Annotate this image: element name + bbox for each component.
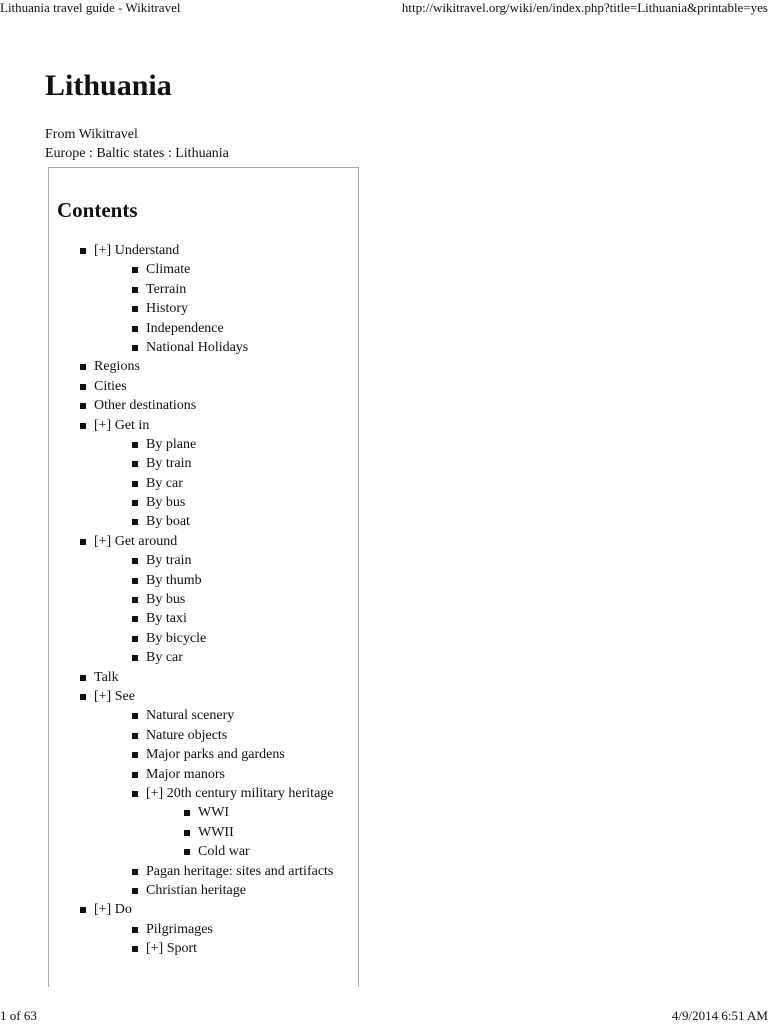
toc-item — [132, 881, 334, 900]
toc-link[interactable]: Nature objects — [146, 727, 228, 743]
bullet-icon — [184, 810, 190, 816]
toc-item — [80, 357, 334, 376]
bullet-icon — [132, 655, 138, 661]
toc-link[interactable]: Major manors — [146, 766, 225, 782]
toc-item — [132, 765, 334, 784]
toc-item — [184, 823, 334, 842]
print-footer-timestamp: 4/9/2014 6:51 AM — [671, 1008, 768, 1023]
toc-item — [80, 532, 334, 668]
toc-sublist — [94, 435, 334, 532]
toc-item — [132, 571, 334, 590]
toc-link[interactable]: [+] See — [94, 688, 135, 704]
toc-link[interactable]: Talk — [94, 669, 119, 685]
toc-item — [132, 920, 334, 939]
toc-link[interactable]: National Holidays — [146, 339, 249, 355]
toc-item — [132, 609, 334, 628]
toc-title: Contents — [57, 198, 138, 222]
toc-item — [132, 939, 334, 958]
toc-item — [132, 706, 334, 725]
bullet-icon — [132, 752, 138, 758]
toc-item — [132, 512, 334, 531]
toc-link[interactable]: WWII — [198, 824, 234, 840]
bullet-icon — [80, 694, 86, 700]
toc-link[interactable]: [+] Understand — [94, 243, 180, 258]
toc-item — [80, 377, 334, 396]
bullet-icon — [184, 849, 190, 855]
toc-item — [132, 862, 334, 881]
bullet-icon — [132, 558, 138, 564]
bullet-icon — [132, 888, 138, 894]
toc-list — [80, 241, 334, 958]
toc-link[interactable]: By thumb — [146, 572, 202, 588]
toc-item — [132, 745, 334, 764]
toc-item — [132, 280, 334, 299]
toc-item — [132, 493, 334, 512]
bullet-icon — [132, 869, 138, 875]
toc-item — [132, 726, 334, 745]
toc-link[interactable]: By car — [146, 475, 183, 491]
bullet-icon — [132, 306, 138, 312]
toc-link[interactable]: By plane — [146, 436, 197, 452]
bullet-icon — [80, 907, 86, 913]
bullet-icon — [80, 675, 86, 681]
bullet-icon — [184, 830, 190, 836]
bullet-icon — [132, 326, 138, 332]
bullet-icon — [132, 616, 138, 622]
bullet-icon — [80, 384, 86, 390]
toc-link[interactable]: Other destinations — [94, 398, 197, 414]
toc-link[interactable]: Terrain — [146, 281, 187, 297]
toc-link[interactable]: [+] Sport — [146, 941, 198, 957]
bullet-icon — [132, 442, 138, 448]
toc-link[interactable]: By taxi — [146, 611, 187, 627]
toc-item — [80, 396, 334, 415]
toc-item — [132, 590, 334, 609]
bullet-icon — [132, 713, 138, 719]
toc-item — [132, 551, 334, 570]
bullet-icon — [80, 539, 86, 545]
toc-link[interactable]: Climate — [146, 262, 191, 278]
toc-item — [132, 454, 334, 473]
toc-item — [132, 319, 334, 338]
toc-link[interactable]: By boat — [146, 514, 190, 530]
toc-item — [184, 803, 334, 822]
toc-sublist — [94, 706, 334, 900]
toc-link[interactable]: Natural scenery — [146, 708, 235, 724]
bullet-icon — [132, 461, 138, 467]
bullet-icon — [132, 946, 138, 952]
toc-item — [132, 299, 334, 318]
bullet-icon — [80, 248, 86, 254]
table-of-contents — [48, 167, 359, 987]
toc-item — [132, 784, 334, 862]
bullet-icon — [132, 927, 138, 933]
toc-link[interactable]: [+] Get in — [94, 417, 150, 433]
toc-link[interactable]: By car — [146, 650, 183, 666]
toc-sublist — [146, 803, 334, 861]
toc-link[interactable]: Christian heritage — [146, 882, 246, 898]
toc-link[interactable]: Pilgrimages — [146, 921, 213, 937]
bullet-icon — [132, 597, 138, 603]
bullet-icon — [132, 345, 138, 351]
toc-link[interactable]: By bus — [146, 495, 186, 511]
print-footer-page-count: 1 of 63 — [0, 1008, 37, 1023]
toc-link[interactable]: Independence — [146, 320, 224, 336]
toc-item — [132, 338, 334, 357]
toc-link[interactable]: Cold war — [198, 844, 250, 860]
toc-link[interactable]: [+] 20th century military heritage — [146, 785, 334, 801]
toc-link[interactable]: By bus — [146, 592, 186, 608]
toc-link[interactable]: [+] Get around — [94, 533, 178, 549]
bullet-icon — [132, 519, 138, 525]
bullet-icon — [132, 636, 138, 642]
toc-link[interactable]: [+] Do — [94, 902, 132, 918]
bullet-icon — [132, 267, 138, 273]
bullet-icon — [132, 733, 138, 739]
toc-link[interactable]: By train — [146, 456, 192, 472]
source-attribution: From Wikitravel — [45, 127, 138, 142]
toc-item — [184, 842, 334, 861]
bullet-icon — [132, 287, 138, 293]
print-header-url: http://wikitravel.org/wiki/en/index.php?title=Lithuania&printable=yes — [401, 0, 768, 15]
toc-item — [132, 474, 334, 493]
toc-link[interactable]: WWI — [198, 805, 230, 821]
toc-link[interactable]: By bicycle — [146, 630, 207, 646]
toc-link[interactable]: By train — [146, 553, 192, 569]
toc-item — [132, 648, 334, 667]
bullet-icon — [80, 423, 86, 429]
breadcrumb: Europe : Baltic states : Lithuania — [45, 146, 229, 161]
bullet-icon — [132, 578, 138, 584]
toc-sublist — [94, 260, 334, 357]
toc-item — [80, 687, 334, 900]
toc-link[interactable]: Cities — [94, 378, 127, 394]
toc-item — [132, 260, 334, 279]
bullet-icon — [132, 772, 138, 778]
bullet-icon — [80, 364, 86, 370]
page-title: Lithuania — [45, 69, 172, 102]
toc-item — [80, 241, 334, 357]
toc-item — [80, 900, 334, 958]
bullet-icon — [132, 481, 138, 487]
toc-item — [132, 629, 334, 648]
toc-link[interactable]: Pagan heritage: sites and artifacts — [146, 863, 334, 879]
toc-item — [80, 668, 334, 687]
toc-sublist — [94, 920, 334, 959]
toc-item — [132, 435, 334, 454]
bullet-icon — [132, 791, 138, 797]
print-header-title: Lithuania travel guide - Wikitravel — [0, 0, 181, 15]
bullet-icon — [132, 500, 138, 506]
toc-sublist — [94, 551, 334, 667]
toc-link[interactable]: Major parks and gardens — [146, 747, 285, 763]
bullet-icon — [80, 403, 86, 409]
toc-item — [80, 416, 334, 532]
toc-link[interactable]: Regions — [94, 359, 140, 375]
toc-link[interactable]: History — [146, 301, 188, 317]
